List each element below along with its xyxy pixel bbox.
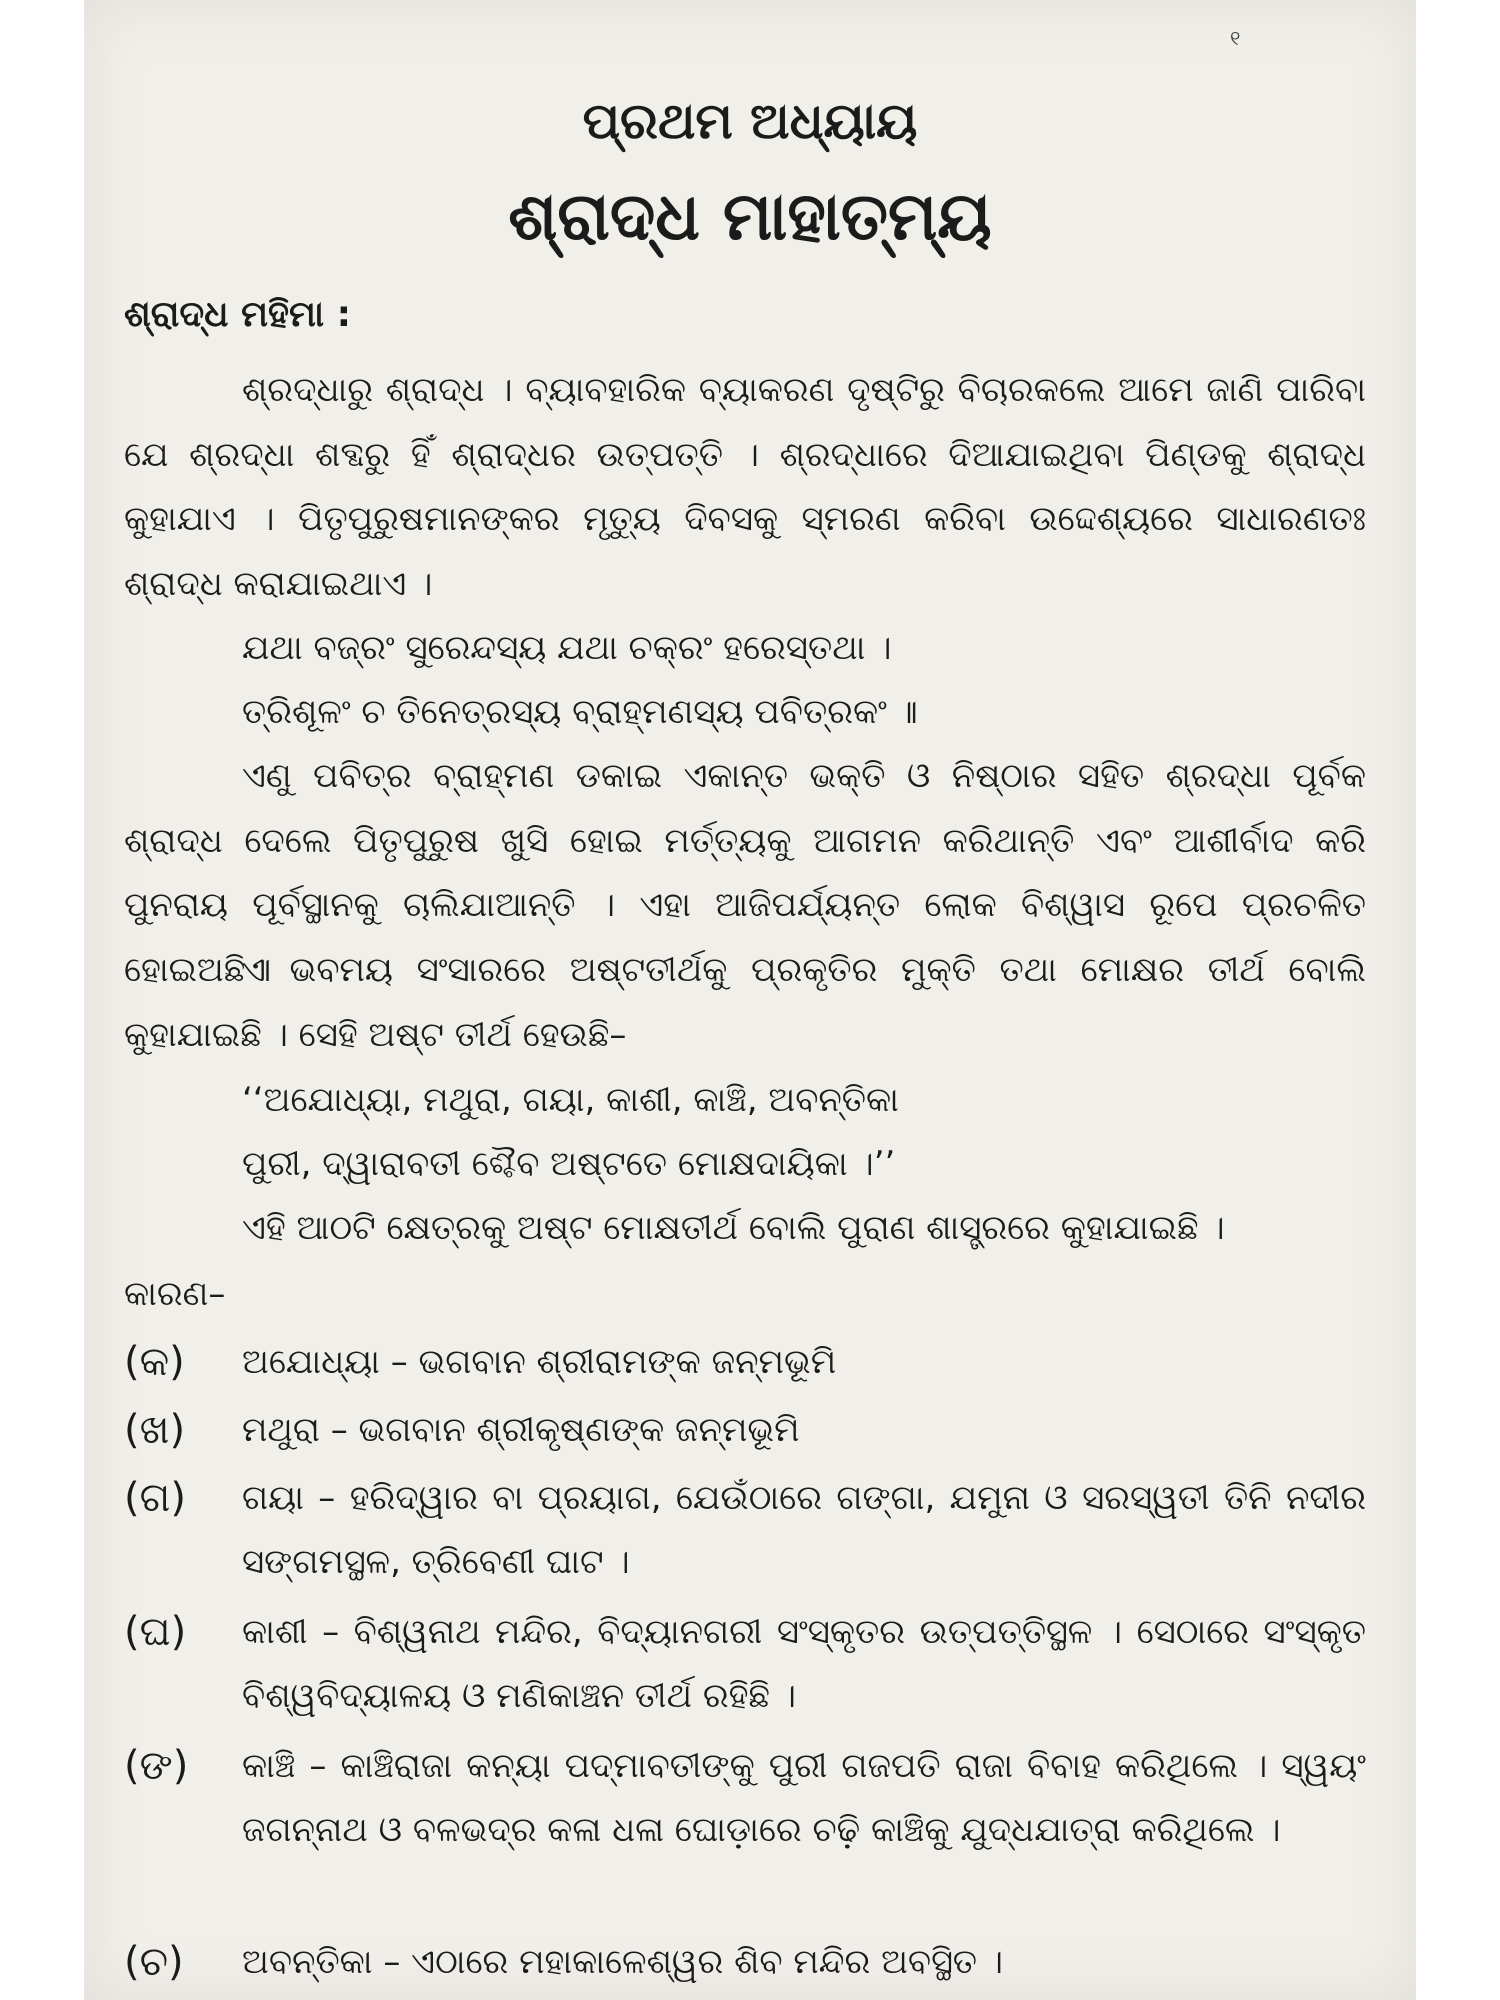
page-number: ୧ bbox=[1230, 26, 1241, 50]
verse-1 bbox=[242, 616, 1366, 744]
chapter-heading: ପ୍ରଥମ ଅଧ୍ୟାୟ bbox=[582, 92, 918, 150]
verse-2-line-2: ପୁରୀ, ଦ୍ୱାରାବତୀ ଶ୍ଚୈବ ଅଷ୍ଟତେ ମୋକ୍ଷଦାୟିକା ।’’ bbox=[242, 1144, 896, 1184]
list-item-marker: (କ) bbox=[124, 1339, 185, 1385]
list-item-text: ଅବନ୍ତିକା – ଏଠାରେ ମହାକାଳେଶ୍ୱର ଶିବ ମନ୍ଦିର ଅବସ୍ଥିତ । bbox=[242, 1942, 1004, 1982]
karan-label: କାରଣ– bbox=[124, 1274, 226, 1314]
list-item-marker: (ଗ) bbox=[124, 1475, 186, 1521]
list-item-marker: (ଖ) bbox=[124, 1407, 186, 1453]
list-item bbox=[124, 1600, 1366, 1728]
verse-1-line-1: ଯଥା ବଜ୍ରଂ ସୁରେନ୍ଦସ୍ୟ ଯଥା ଚକ୍ରଂ ହରେସ୍ତଥା । bbox=[242, 628, 892, 668]
list-item-marker: (ଘ) bbox=[124, 1609, 187, 1655]
list-item-text: ଗୟା – ହରିଦ୍ୱାର ବା ପ୍ରୟାଗ, ଯେଉଁଠାରେ ଗଙ୍ଗା, ଯମୁନା ଓ ସରସ୍ୱତୀ ତିନି ନଦୀର ସଙ୍ଗମସ୍ଥଳ, ତ୍ରିବେଣୀ ଘାଟ । bbox=[242, 1478, 1366, 1582]
paragraph-4: ଏହି ଆଠଟି କ୍ଷେତ୍ରକୁ ଅଷ୍ଟ ମୋକ୍ଷତୀର୍ଥ ବୋଲି ପୁରାଣ ଶାସ୍ତ୍ରରେ କୁହାଯାଇଛି । bbox=[242, 1208, 1225, 1248]
list-item-marker: (ଙ) bbox=[124, 1743, 189, 1789]
verse-2-line-1: ‘‘ଅଯୋଧ୍ୟା, ମଥୁରା, ଗୟା, କାଶୀ, କାଞ୍ଚି, ଅବନ୍ତିକା bbox=[242, 1080, 899, 1120]
list-item-text: କାଞ୍ଚି – କାଞ୍ଚିରାଜା କନ୍ୟା ପଦ୍ମାବତୀଙ୍କୁ ପୁରୀ ଗଜପତି ରାଜା ବିବାହ କରିଥିଲେ । ସ୍ୱୟଂ ଜଗନ୍ନାଥ ଓ ବଳଭଦ୍ର କଳା ଧଳା ଘୋଡ଼ାରେ ଚଢ଼ି କାଞ୍ଚିକୁ ଯୁଦ୍ଧଯାତ୍ରା କରିଥିଲେ । bbox=[242, 1746, 1366, 1850]
verse-2 bbox=[242, 1068, 1366, 1196]
list-item bbox=[124, 1930, 1366, 1994]
list-item bbox=[124, 1466, 1366, 1594]
list-item-text: କାଶୀ – ବିଶ୍ୱନାଥ ମନ୍ଦିର, ବିଦ୍ୟାନଗରୀ ସଂସ୍କୃତର ଉତ୍ପତ୍ତିସ୍ଥଳ । ସେଠାରେ ସଂସ୍କୃତ ବିଶ୍ୱବିଦ୍ୟାଳୟ ଓ ମଣିକାଞ୍ଚନ ତୀର୍ଥ ରହିଛି । bbox=[242, 1612, 1366, 1716]
list-item bbox=[124, 1734, 1366, 1862]
list-item-marker: (ଚ) bbox=[124, 1939, 184, 1985]
list-item-text: ମଥୁରା – ଭଗବାନ ଶ୍ରୀକୃଷ୍ଣଙ୍କ ଜନ୍ମଭୂମି bbox=[242, 1410, 800, 1450]
list-item bbox=[124, 1398, 1366, 1462]
section-heading: ଶ୍ରାଦ୍ଧ ମହିମା : bbox=[124, 294, 352, 335]
verse-1-line-2: ତ୍ରିଶୂଳଂ ଚ ତିନେତ୍ରସ୍ୟ ବ୍ରାହ୍ମଣସ୍ୟ ପବିତ୍ରକଂ ॥ bbox=[242, 692, 918, 732]
list-item-text: ଅଯୋଧ୍ୟା – ଭଗବାନ ଶ୍ରୀରାମଙ୍କ ଜନ୍ମଭୂମି bbox=[242, 1342, 837, 1382]
paragraph-2: ଏଣୁ ପବିତ୍ର ବ୍ରାହ୍ମଣ ଡକାଇ ଏକାନ୍ତ ଭକ୍ତି ଓ ନିଷ୍ଠାର ସହିତ ଶ୍ରଦ୍ଧା ପୂର୍ବକ ଶ୍ରାଦ୍ଧ ଦେଲେ ପିତୃପୁରୁଷ ଖୁସି ହୋଇ ମର୍ତ୍ତ୍ୟକୁ ଆଗମନ କରିଥାନ୍ତି ଏବଂ ଆଶୀର୍ବାଦ କରି ପୁନରାୟ ପୂର୍ବସ୍ଥାନକୁ ଚାଲିଯାଆନ୍ତି । ଏହା ଆଜିପର୍ଯ୍ୟନ୍ତ ଲୋକ ବିଶ୍ୱାସ ରୂପେ ପ୍ରଚଳିତ ହୋଇଅଛି । bbox=[124, 756, 1366, 990]
paragraph-1: ଶ୍ରଦ୍ଧାରୁ ଶ୍ରାଦ୍ଧ । ବ୍ୟାବହାରିକ ବ୍ୟାକରଣ ଦୃଷ୍ଟିରୁ ବିଚାରକଲେ ଆମେ ଜାଣି ପାରିବା ଯେ ଶ୍ରଦ୍ଧା ଶବ୍ଦରୁ ହିଁ ଶ୍ରାଦ୍ଧର ଉତ୍ପତ୍ତି । ଶ୍ରଦ୍ଧାରେ ଦିଆଯାଇଥିବା ପିଣ୍ଡକୁ ଶ୍ରାଦ୍ଧ କୁହାଯାଏ । ପିତୃପୁରୁଷମାନଙ୍କର ମୃତ୍ୟୁ ଦିବସକୁ ସ୍ମରଣ କରିବା ଉଦ୍ଦେଶ୍ୟରେ ସାଧାରଣତଃ ଶ୍ରାଦ୍ଧ କରାଯାଇଥାଏ । bbox=[124, 370, 1366, 604]
paragraph-3: ଏ ଭବମୟ ସଂସାରରେ ଅଷ୍ଟତୀର୍ଥକୁ ପ୍ରକୃତିର ମୁକ୍ତି ତଥା ମୋକ୍ଷର ତୀର୍ଥ ବୋଲି କୁହାଯାଇଛି । ସେହି ଅଷ୍ଟ ତୀର୍ଥ ହେଉଛି– bbox=[124, 950, 1366, 1055]
chapter-title: ଶ୍ରାଦ୍ଧ ମାହାତ୍ମ୍ୟ bbox=[508, 178, 992, 255]
list-item bbox=[124, 1330, 1366, 1394]
